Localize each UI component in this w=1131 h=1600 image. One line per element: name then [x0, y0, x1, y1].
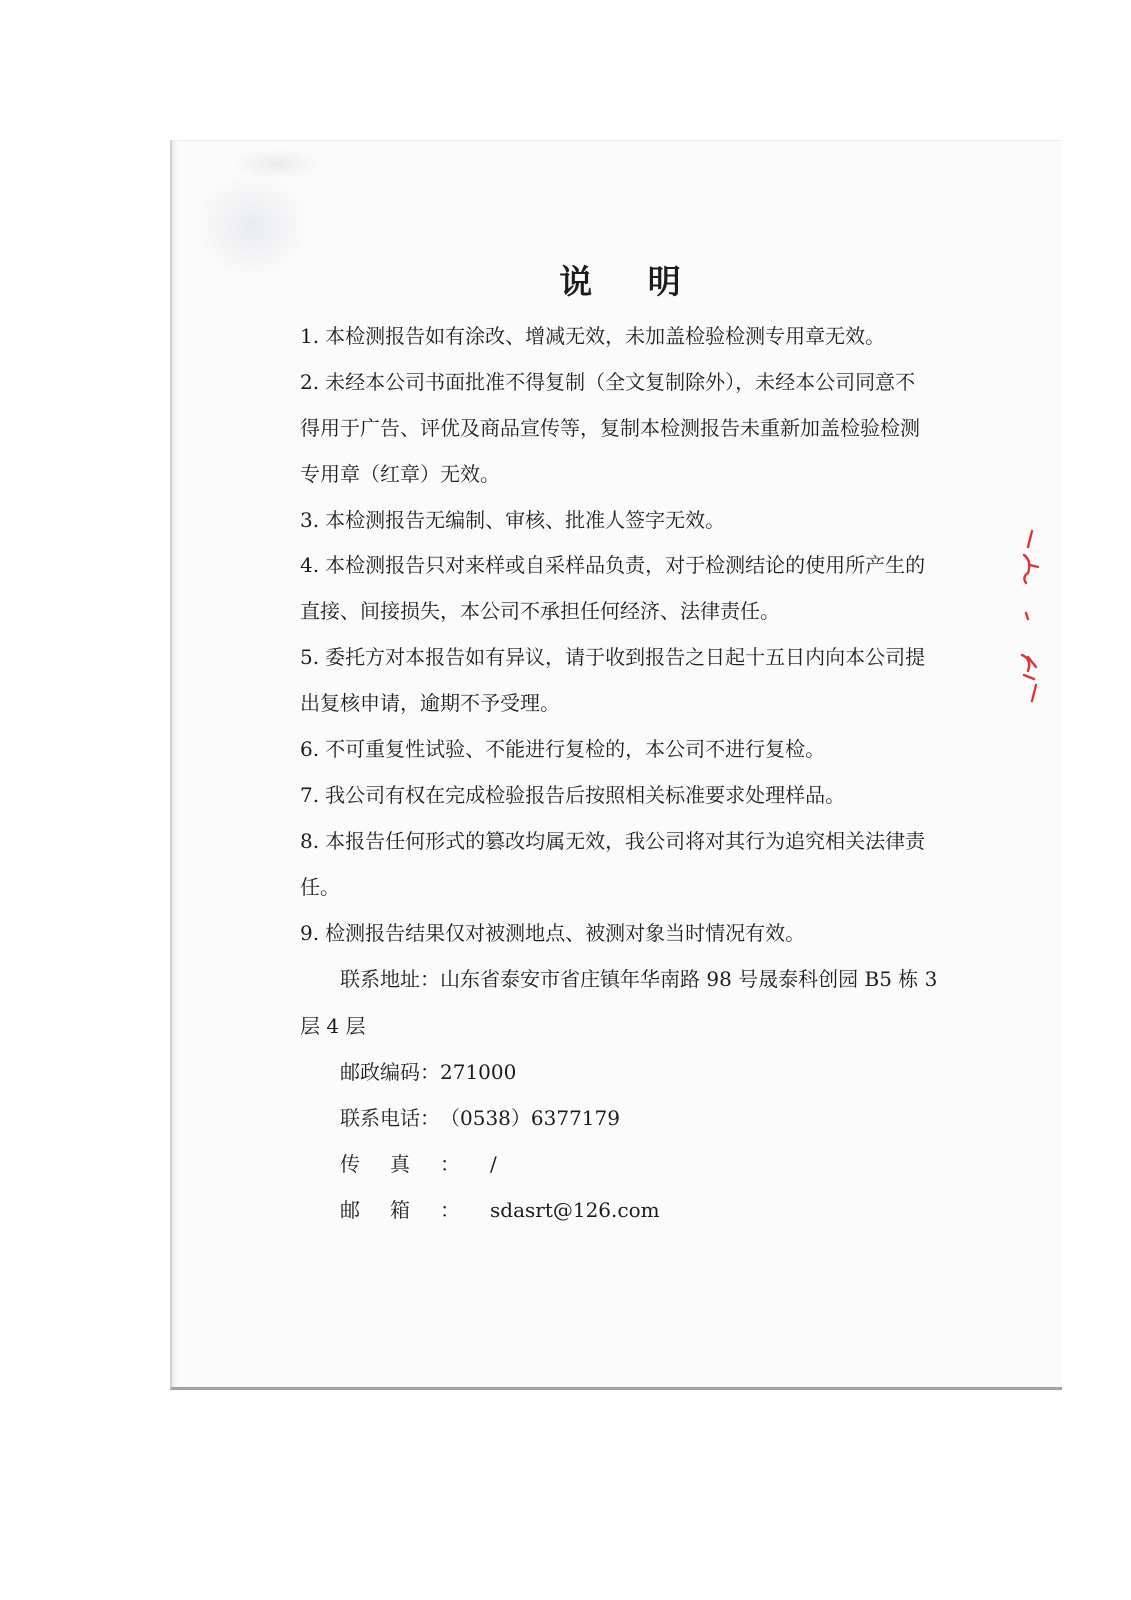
- clause-8-cont: 任。: [300, 875, 340, 899]
- clause-text: 不可重复性试验、不能进行复检的，本公司不进行复检。: [325, 737, 826, 761]
- clause-2-cont: 得用于广告、评优及商品宣传等，复制本检测报告未重新加盖检验检测: [300, 416, 920, 440]
- red-seal-fragment: [1014, 525, 1046, 705]
- clause-3: [300, 506, 725, 534]
- clause-8: [300, 827, 925, 855]
- seal-stroke: [1032, 685, 1036, 701]
- clause-number: 2.: [300, 370, 320, 394]
- clause-number: 3.: [300, 508, 320, 532]
- contact-address: [340, 965, 937, 993]
- clause-number: 7.: [300, 783, 320, 807]
- contact-phone: [340, 1104, 620, 1132]
- clause-number: 6.: [300, 737, 320, 761]
- phone-label: 联系电话：: [340, 1106, 440, 1130]
- clause-text: 本报告任何形式的篡改均属无效，我公司将对其行为追究相关法律责: [325, 829, 926, 853]
- page-title: 说 明: [559, 262, 703, 301]
- address-label: 联系地址：: [340, 967, 440, 991]
- contact-fax: [340, 1150, 497, 1178]
- clause-text: 委托方对本报告如有异议，请于收到报告之日起十五日内向本公司提: [325, 645, 926, 669]
- clause-number: 4.: [300, 553, 320, 577]
- clause-4: [300, 551, 925, 579]
- address-value: 山东省泰安市省庄镇年华南路 98 号晟泰科创园 B5 栋 3: [440, 967, 938, 991]
- clause-text: 本检测报告如有涂改、增减无效，未加盖检验检测专用章无效。: [325, 324, 886, 348]
- postcode-value: 271000: [440, 1060, 517, 1084]
- contact-address-cont: 层 4 层: [300, 1014, 366, 1038]
- seal-stroke: [1026, 613, 1028, 619]
- clause-1: [300, 322, 885, 350]
- clause-text: 检测报告结果仅对被测地点、被测对象当时情况有效。: [325, 921, 806, 945]
- clause-text: 本检测报告无编制、审核、批准人签字无效。: [325, 508, 726, 532]
- contact-postcode: [340, 1058, 516, 1086]
- clause-text: 我公司有权在完成检验报告后按照相关标准要求处理样品。: [325, 783, 846, 807]
- email-label: 邮箱：: [340, 1198, 490, 1222]
- fax-label: 传真：: [340, 1152, 490, 1176]
- clause-9: [300, 919, 805, 947]
- clause-6: [300, 735, 825, 763]
- clause-4-cont: 直接、间接损失，本公司不承担任何经济、法律责任。: [300, 599, 780, 623]
- clause-number: 9.: [300, 921, 320, 945]
- contact-email: [340, 1196, 660, 1224]
- phone-value: （0538）6377179: [440, 1106, 620, 1130]
- seal-stroke: [1028, 531, 1032, 547]
- postcode-label: 邮政编码：: [340, 1060, 440, 1084]
- seal-stroke: [1024, 555, 1038, 583]
- seal-stroke: [1022, 655, 1036, 679]
- clause-text: 未经本公司书面批准不得复制（全文复制除外），未经本公司同意不: [325, 370, 916, 394]
- fax-value: /: [490, 1152, 497, 1176]
- email-value: sdasrt@126.com: [490, 1198, 660, 1222]
- clause-2-cont: 专用章（红章）无效。: [300, 462, 500, 486]
- clause-2: [300, 368, 915, 396]
- clause-7: [300, 781, 845, 809]
- clause-number: 5.: [300, 645, 320, 669]
- scan-smudge: [232, 149, 322, 179]
- clause-number: 8.: [300, 829, 320, 853]
- clause-number: 1.: [300, 324, 320, 348]
- clause-5: [300, 643, 925, 671]
- clause-text: 本检测报告只对来样或自采样品负责，对于检测结论的使用所产生的: [325, 553, 926, 577]
- clause-5-cont: 出复核申请，逾期不予受理。: [300, 691, 560, 715]
